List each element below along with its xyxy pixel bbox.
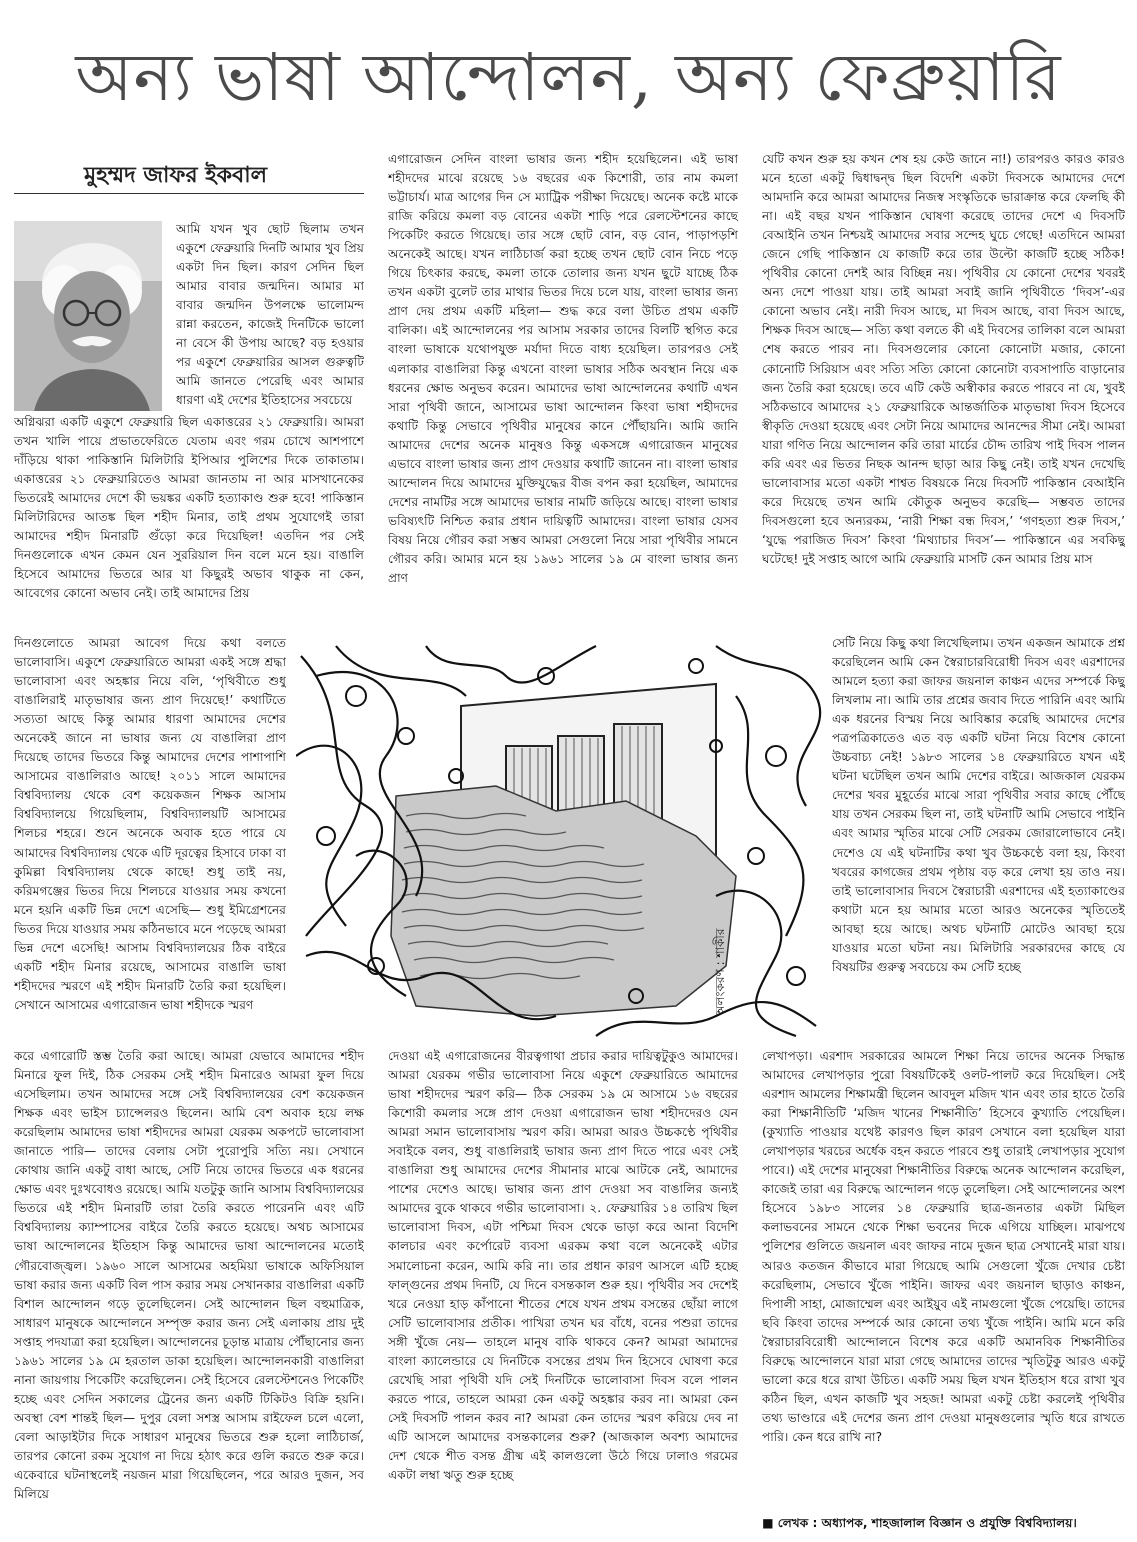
- article-text-col1-wrap: দিনগুলোতে আমরা আবেগ দিয়ে কথা বলতে ভালোবাসি। একুশে ফেব্রুয়ারিতে আমরা একই সঙ্গে শ্রদ্ধা ভালোবাসা এবং অহঙ্কার নিয়ে বলি, ‘পৃথিবীতে শুধু বাঙালিরাই মাতৃভাষার জন্য প্রাণ দিয়েছে!’ কথাটিতে সত্যতা আছে কিন্তু আমার ধারণা আমাদের দেশের অনেকেই জানে না ভাষার জন্য যে বাঙালিরা প্রাণ দিয়েছে তাদের ভিতরে কিন্তু আমাদের দেশের পাশাপাশি আসামের বাঙালিরাও আছে! ২০১১ সালে আমাদের বিশ্ববিদ্যালয় থেকে বেশ কয়েকজন শিক্ষক আসাম বিশ্ববিদ্যালয়ে গিয়েছিলাম, বিশ্ববিদ্যালয়টি আসামের শিলচর শহরে। শুনে অনেকে অবাক হতে পারে যে আমাদের বিশ্ববিদ্যালয় থেকে এটি দূরত্বের হিসাবে ঢাকা বা কুমিল্লা বিশ্ববিদ্যালয় থেকে কাছে! শুধু তাই নয়, করিমগঞ্জের ভিতর দিয়ে শিলচরে যাওয়ার সময় কখনো মনে হয়নি একটি ভিন্ন দেশে এসেছি— শুধু ইমিগ্রেশনের ভিতর দিয়ে যাওয়ার সময় কঠিনভাবে মনে পড়েছে আমরা ভিন্ন দেশে এসেছি! আসাম বিশ্ববিদ্যালয়ের ঠিক বাইরে একটি শহীদ মিনার রয়েছে, আসামের বাঙালি ভাষা শহীদদের স্মরণে এই শহীদ মিনারটি তৈরি করা হয়েছিল। সেখানে আসামের এগারোজন ভাষা শহীদকে স্মরণ: [14, 636, 286, 1012]
- article-text-col1-mid: অগ্নিঝরা একটি একুশে ফেব্রুয়ারি ছিল একাত্তরের ২১ ফেব্রুয়ারি। আমরা তখন খালি পায়ে প্রভাতফেরিতে যেতাম এবং গরম চোখে আশপাশে দাঁড়িয়ে থাকা পাকিস্তানি মিলিটারি ইপিআর পুলিশের দিকে তাকাতাম। একাত্তরের ২১ ফেব্রুয়ারিতেও আমরা জানতাম না আর মাসখানেকের ভিতরেই আমাদের দেশে কী ভয়ঙ্কর একটি হত্যাকাণ্ড শুরু হবে! পাকিস্তান মিলিটারিদের আতঙ্ক ছিল শহীদ মিনার, তাই প্রথম সুযোগেই তারা আমাদের শহীদ মিনারটি গুঁড়ো করে দিয়েছিল! এতদিন পর সেই দিনগুলোকে এখন কেমন যেন সুররিয়াল দিন বলে মনে হয়। বাঙালি হিসেবে আমাদের ভিতরে আর যা কিছুরই অভাব থাকুক না কেন, আবেগের কোনো অভাব নেই। তাই আমাদের প্রিয়: [14, 415, 364, 601]
- article-text-col3-wrap: সেটি নিয়ে কিছু কথা লিখেছিলাম। তখন একজন আমাকে প্রশ্ন করেছিলেন আমি কেন স্বৈরাচারবিরোধী দিবস এবং এরশাদের আমলে হত্যা করা জাফর জয়নাল কাঞ্চন এদের সম্পর্কে কিছু লিখলাম না। আমি তার প্রশ্নের জবাব দিতে পারিনি এবং আমি এক ধরনের বিস্ময় নিয়ে আবিষ্কার করেছি আমাদের দেশের পত্রপত্রিকাতেও এত বড় একটি ঘটনা নিয়ে বিশেষ কোনো উচ্চবাচ্য নেই! ১৯৮৩ সালের ১৪ ফেব্রুয়ারিতে যখন এই ঘটনা ঘটেছিল তখন আমি দেশের বাইরে। আজকাল যেরকম দেশের খবর মুহূর্তের মাঝে সারা পৃথিবীর সবার কাছে পৌঁছে যায় তখন সেরকম ছিল না, তাই ঘটনাটি আমি সেভাবে পাইনি এবং আমার স্মৃতির মাঝে সেটি সেরকম জোরালোভাবে নেই। দেশেও যে এই ঘটনাটির কথা খুব উচ্চকণ্ঠে বলা হয়, কিংবা খবরের কাগজের প্রথম পৃষ্ঠায় বড় করে লেখা হয় তাও নয়। তাই ভালোবাসার দিবসে স্বৈরাচারী এরশাদের এই হত্যাকাণ্ডের কথাটা মনে হয় আমার মতো আরও অনেকের স্মৃতিতেই আবছা হয়ে আছে। অথচ ঘটনাটি মোটেও আবছা হয়ে যাওয়ার মতো ঘটনা নয়। মিলিটারি সরকারদের কাছে যে বিষয়টির গুরুত্ব সবচেয়ে কম সেটি হচ্ছে: [832, 636, 1125, 974]
- article-text-col1-bottom: করে এগারোটি স্তম্ভ তৈরি করা আছে। আমরা যেভাবে আমাদের শহীদ মিনারে ফুল দিই, ঠিক সেরকম সেই শহীদ মিনারেও আমরা ফুল দিয়ে এসেছিলাম। তখন আমাদের সঙ্গে সেই বিশ্ববিদ্যালয়ের বেশ কয়েকজন শিক্ষক এবং ভাইস চ্যান্সেলরও ছিলেন। আমি বেশ অবাক হয়ে লক্ষ করেছিলাম আমাদের ভাষা শহীদদের আমরা যেরকম অকপটে ভালোবাসা জানাতে পারি— তাদের বেলায় সেটা পুরোপুরি সত্যি নয়। সেখানে কোথায় জানি একটু বাধা আছে, সেটি নিয়ে তাদের ভিতরে এক ধরনের ক্ষোভ এবং দুঃখবোধও রয়েছে। আমি যতটুকু জানি আসাম বিশ্ববিদ্যালয়ের ভিতরে এই শহীদ মিনারটি তারা তৈরি করতে পারেননি এবং এটি বিশ্ববিদ্যালয় ক্যাম্পাসের বাইরে তৈরি করতে হয়েছে। অথচ আসামের ভাষা আন্দোলনের ইতিহাস কিন্তু আমাদের ভাষা আন্দোলনের মতোই গৌরবোজ্জ্বল। ১৯৬০ সালে আসামের অহমিয়া ভাষাকে অফিসিয়াল ভাষা করার জন্য একটি বিল পাস করার সময় সেখানকার বাঙালিরা একটি বিশাল আন্দোলন গড়ে তুলেছিলেন। সেই আন্দোলন ছিল বহুমাত্রিক, সাধারণ মানুষকে আন্দোলনে সম্পৃক্ত করার জন্য সেই এলাকায় প্রায় দুই সপ্তাহ পদযাত্রা করা হয়েছিল। আন্দোলনের চূড়ান্ত মাত্রায় পৌঁছানোর জন্য ১৯৬১ সালের ১৯ মে হরতাল ডাকা হয়েছিল। আন্দোলনকারী বাঙালিরা নানা জায়গায় পিকেটিং করেছিলেন। সেই হিসেবে রেলস্টেশনেও পিকেটিং হচ্ছে এবং সেদিন সকালের ট্রেনের জন্য একটি টিকিটও বিক্রি হয়নি। অবস্থা বেশ শান্তই ছিল— দুপুর বেলা সশস্ত্র আসাম রাইফেল চলে এলো, বেলা আড়াইটার দিকে সাধারণ মানুষের ভিতরে শুরু হলো লাঠিচার্জ, তারপর কোনো রকম সুযোগ না দিয়ে হঠাৎ করে গুলি করতে শুরু করে। একেবারে ঘটনাস্থলেই নয়জন মারা গিয়েছিলেন, পরে আরও দুজন, সব মিলিয়ে: [14, 1049, 364, 1502]
- author-photo: [14, 221, 162, 411]
- author-portrait-image: [14, 221, 162, 411]
- article-illustration: [296, 636, 822, 1044]
- author-byline: মুহম্মদ জাফর ইকবাল: [84, 163, 268, 188]
- article-text-col3-bottom: লেখাপড়া। এরশাদ সরকারের আমলে শিক্ষা নিয়ে তাদের অনেক সিদ্ধান্ত আমাদের লেখাপড়ার পুরো বিষয়টিকেই ওলট-পালট করে দিয়েছিল। সেই এরশাদ আমলের শিক্ষামন্ত্রী ছিলেন আবদুল মজিদ খান এবং তার হাতে তৈরি করা শিক্ষানীতিটি ‘মজিদ খানের শিক্ষানীতি’ হিসেবে কুখ্যাতি পেয়েছিল। (কুখ্যাতি পাওয়ার যথেষ্ট কারণও ছিল কারণ সেখানে বলা হয়েছিল যারা লেখাপড়ার খরচের অর্ধেক বহন করতে পারবে শুধু তারাই লেখাপড়ার সুযোগ পাবে।) এই দেশের মানুষেরা শিক্ষানীতির বিরুদ্ধে অনেক আন্দোলন করেছিল, কাজেই তারা এর বিরুদ্ধে আন্দোলন গড়ে তুলেছিল। সেই আন্দোলনের অংশ হিসেবে ১৯৮৩ সালের ১৪ ফেব্রুয়ারি ছাত্র-জনতার একটা মিছিল কলাভবনের সামনে থেকে শিক্ষা ভবনের দিকে এগিয়ে যাচ্ছিল। মাঝপথে পুলিশের গুলিতে জয়নাল এবং জাফর নামে দুজন ছাত্র সেখানেই মারা যায়। আরও কতজন কীভাবে মারা গিয়েছে আমি সেগুলো খুঁজে দেখার চেষ্টা করেছিলাম, সেভাবে খুঁজে পাইনি। জাফর এবং জয়নাল ছাড়াও কাঞ্চন, দিপালী সাহা, মোজাম্মেল এবং আইয়ুব এই নামগুলো খুঁজে পেয়েছি। তাদের ছবি কিংবা তাদের সম্পর্কে আর কোনো তথ্য খুঁজে পাইনি। আমি মনে করি স্বৈরাচারবিরোধী আন্দোলনে বিশেষ করে একটি অমানবিক শিক্ষানীতির বিরুদ্ধে আন্দোলনে যারা মারা গেছে আমাদের তাদের স্মৃতিটুকু আরও একটু ভালো করে ধরে রাখা উচিত। একটি সময় ছিল যখন ইতিহাস ধরে রাখা খুব কঠিন ছিল, এখন কাজটি খুব সহজ! আমরা একটু চেষ্টা করলেই পৃথিবীর তথ্য ভাণ্ডারে এই দেশের জন্য প্রাণ দেওয়া মানুষগুলোর স্মৃতি ধরে রাখতে পারি। কেন ধরে রাখি না?: [762, 1049, 1125, 1444]
- article-text-col2-top: এগারোজন সেদিন বাংলা ভাষার জন্য শহীদ হয়েছিলেন। এই ভাষা শহীদদের মাঝে রয়েছে ১৬ বছরের এক কিশোরী, তার নাম কমলা ভট্টাচার্য। মাত্র আগের দিন সে ম্যাট্রিক পরীক্ষা দিয়েছে। অনেক কষ্টে মাকে রাজি করিয়ে কমলা বড় বোনের একটা শাড়ি পরে রেলস্টেশনের কাছে পিকেটিং করতে গিয়েছে। তার সঙ্গে ছোট বোন, বড় বোন, পাড়াপড়শি অনেকেই আছে। যখন লাঠিচার্জ করা হচ্ছে তখন ছোট বোন নিচে পড়ে গিয়ে চিৎকার করছে, কমলা তাকে তোলার জন্য যখন ছুটে যাচ্ছে ঠিক তখন একটা বুলেট তার মাথার ভিতর দিয়ে চলে যায়, বাংলা ভাষার জন্য প্রাণ দেয় প্রথম একটি মহিলা— শুদ্ধ করে বলা উচিত প্রথম একটি বালিকা। এই আন্দোলনের পর আসাম সরকার তাদের বিলটি স্থগিত করে বাংলা ভাষাকে যথোপযুক্ত মর্যাদা দিতে বাধ্য হয়েছিল। তারপরও সেই এলাকার বাঙালিরা কিন্তু এখনো বাংলা ভাষার সঠিক অবস্থান নিয়ে এক ধরনের ক্ষোভ অনুভব করেন। আমাদের ভাষা আন্দোলনের কথাটি এখন সারা পৃথিবী জানে, আসামের ভাষা আন্দোলন কিংবা ভাষা শহীদদের কথাটি কিন্তু সেভাবে পৃথিবীর মানুষের কানে পৌঁছায়নি। আমি জানি আমাদের দেশের অনেক মানুষও কিন্তু একসঙ্গে এগারোজন মানুষের এভাবে বাংলা ভাষার জন্য প্রাণ দেওয়ার কথাটি জানেন না। বাংলা ভাষার আন্দোলন দিয়ে আমাদের মুক্তিযুদ্ধের বীজ বপন করা হয়েছিল, আমাদের দেশের নামটির সঙ্গে আমাদের ভাষার নামটি জড়িয়ে আছে। বাংলা ভাষার ভবিষ্যৎটি নিশ্চিত করার প্রধান দায়িত্বটি আমাদের। বাংলা ভাষার যেসব বিষয় নিয়ে গৌরব করা সম্ভব আমরা সেগুলো নিয়ে সারা পৃথিবীর সামনে গৌরব করি। আমার মনে হয় ১৯৬১ সালের ১৯ মে বাংলা ভাষার জন্য প্রাণ: [388, 152, 738, 586]
- article-headline: অন্য ভাষা আন্দোলন, অন্য ফেব্রুয়ারি: [75, 39, 1062, 116]
- article-text-col1-top: আমি যখন খুব ছোট ছিলাম তখন একুশে ফেব্রুয়ারি দিনটি আমার খুব প্রিয় একটা দিন ছিল। কারণ সেদিন ছিল আমার বাবার জন্মদিন। আমার মা বাবার জন্মদিন উপলক্ষে ভালোমন্দ রান্না করতেন, কাজেই দিনটিকে ভালো না বেসে কী উপায় আছে? বড় হওয়ার পর একুশে ফেব্রুয়ারির আসল গুরুত্বটি আমি জানতে পেরেছি এবং আমার ধারণা এই দেশের ইতিহাসের সবচেয়ে: [176, 222, 364, 408]
- illustration-artwork: [296, 636, 822, 1044]
- author-note: ■ লেখক : অধ্যাপক, শাহজালাল বিজ্ঞান ও প্রযুক্তি বিশ্ববিদ্যালয়।: [762, 1516, 1077, 1530]
- byline-divider: [14, 193, 364, 194]
- illustration-credit: অলংকরণ : শাকীর: [713, 928, 727, 1016]
- article-text-col2-bottom: দেওয়া এই এগারোজনের বীরত্বগাথা প্রচার করার দায়িত্বটুকুও আমাদের। আমরা যেরকম গভীর ভালোবাসা নিয়ে একুশে ফেব্রুয়ারিতে আমাদের ভাষা শহীদদের স্মরণ করি— ঠিক সেরকম ১৯ মে আসামে ১৬ বছরের কিশোরী কমলার সঙ্গে প্রাণ দেওয়া এগারোজন ভাষা শহীদদেরও যেন আমরা সমান ভালোবাসায় স্মরণ করি। আমরা আরও উচ্চকণ্ঠে পৃথিবীর সবাইকে বলব, শুধু বাঙালিরাই ভাষার জন্য প্রাণ দিতে পারে এবং সেই বাঙালিরা শুধু আমাদের দেশের সীমানার মাঝে আটকে নেই, আমাদের পাশের দেশেও আছে। ভাষার জন্য প্রাণ দেওয়া সব বাঙালির জন্যই আমাদের বুকে থাকবে গভীর ভালোবাসা। ২. ফেব্রুয়ারির ১৪ তারিখ ছিল ভালোবাসা দিবস, এটা পশ্চিমা দিবস থেকে ভাড়া করে আনা বিদেশি কালচার এবং কর্পোরেট ব্যবসা এরকম কথা বলে অনেকেই এটার সমালোচনা করেন, আমি করি না। তার প্রধান কারণ আসলে এটি হচ্ছে ফাল্গুনের প্রথম দিনটি, যে দিনে বসন্তকাল শুরু হয়। পৃথিবীর সব দেশেই খরে নেওয়া হাড় কাঁপানো শীতের শেষে যখন প্রথম বসন্তের ছোঁয়া লাগে সেটি ভালোবাসার প্রতীক। পাখিরা তখন ঘর বাঁধে, বনের পশুরা তাদের সঙ্গী খুঁজে নেয়— তাহলে মানুষ বাকি থাকবে কেন? আমরা আমাদের বাংলা ক্যালেন্ডারে যে দিনটিকে বসন্তের প্রথম দিন হিসেবে ঘোষণা করে রেখেছি সারা পৃথিবী যদি সেই দিনটিকে ভালোবাসা দিবস বলে পালন করতে পারে, তাহলে আমরা কেন একটু অহঙ্কার করব না। আমরা কেন সেই দিবসটি পালন করব না? আমরা কেন তাদের স্মরণ করিয়ে দেব না এটি আসলে আমাদের বসন্তকালের শুরু? (আজকাল অবশ্য আমাদের দেশ থেকে শীত বসন্ত গ্রীষ্ম এই কালগুলো উঠে গিয়ে ঢালাও গরমের একটা লম্বা ঋতু শুরু হচ্ছে: [388, 1049, 738, 1483]
- article-text-col3-top: যেটি কখন শুরু হয় কখন শেষ হয় কেউ জানে না!) তারপরও কারও কারও মনে হতো একটু দ্বিধাদ্বন্দ্ব ছিল বিদেশি একটা দিবসকে আমাদের দেশে আমদানি করে আমরা আমাদের নিজস্ব সংস্কৃতিকে ভারাক্রান্ত করে ফেলছি কী না। এই বছর যখন পাকিস্তান ঘোষণা করেছে তাদের দেশে এ দিবসটি বেআইনি তখন নিশ্চয়ই আমাদের সবার সন্দেহ ঘুচে গেছে! এতদিনে আমরা জেনে গেছি পাকিস্তান যে কাজটি করে তার উল্টো কাজটি হচ্ছে সঠিক! পৃথিবীর কোনো দেশই আর বিচ্ছিন্ন নয়। পৃথিবীর যে কোনো দেশের খবরই অন্য দেশে পাওয়া যায়। তাই আমরা সবাই জানি পৃথিবীতে ‘দিবস’-এর কোনো অভাব নেই। নারী দিবস আছে, মা দিবস আছে, বাবা দিবস আছে, শিক্ষক দিবস আছে— সত্যি কথা বলতে কী এই দিবসের তালিকা বলে আমরা শেষ করতে পারব না। দিবসগুলোর কোনো কোনোটা মজার, কোনো কোনোটি সিরিয়াস এবং সত্যি সত্যি কোনো কোনোটা ব্যবসাপাতি বাড়ানোর জন্য তৈরি করা হয়েছে। তবে এটি কেউ অস্বীকার করতে পারবে না যে, খুবই সঠিকভাবে আমাদের ২১ ফেব্রুয়ারিকে আন্তর্জাতিক মাতৃভাষা দিবস হিসেবে স্বীকৃতি দেওয়া হয়েছে এবং সেটা নিয়ে আমাদের আনন্দের সীমা নেই। আমরা যারা গণিত নিয়ে আন্দোলন করি তারা মার্চের চৌদ্দ তারিখ পাই দিবস পালন করি এবং এর ভিতর নিছক আনন্দ ছাড়া আর কিছু নেই। তাই যখন দেখেছি ভালোবাসার মতো একটা শাশ্বত বিষয়কে নিয়ে দিবসটি পাকিস্তান বেআইনি করে দিয়েছে তখন আমি কৌতুক অনুভব করেছি— সম্ভবত তাদের দিবসগুলো হবে অন্যরকম, ‘নারী শিক্ষা বন্ধ দিবস,’ ‘গণহত্যা শুরু দিবস,’ ‘যুদ্ধে পরাজিত দিবস’ কিংবা ‘মিথ্যাচার দিবস’— পাকিস্তানে এর সবকিছু ঘটেছে! দুই সপ্তাহ আগে আমি ফেব্রুয়ারি মাসটি কেন আমার প্রিয় মাস: [762, 152, 1125, 566]
